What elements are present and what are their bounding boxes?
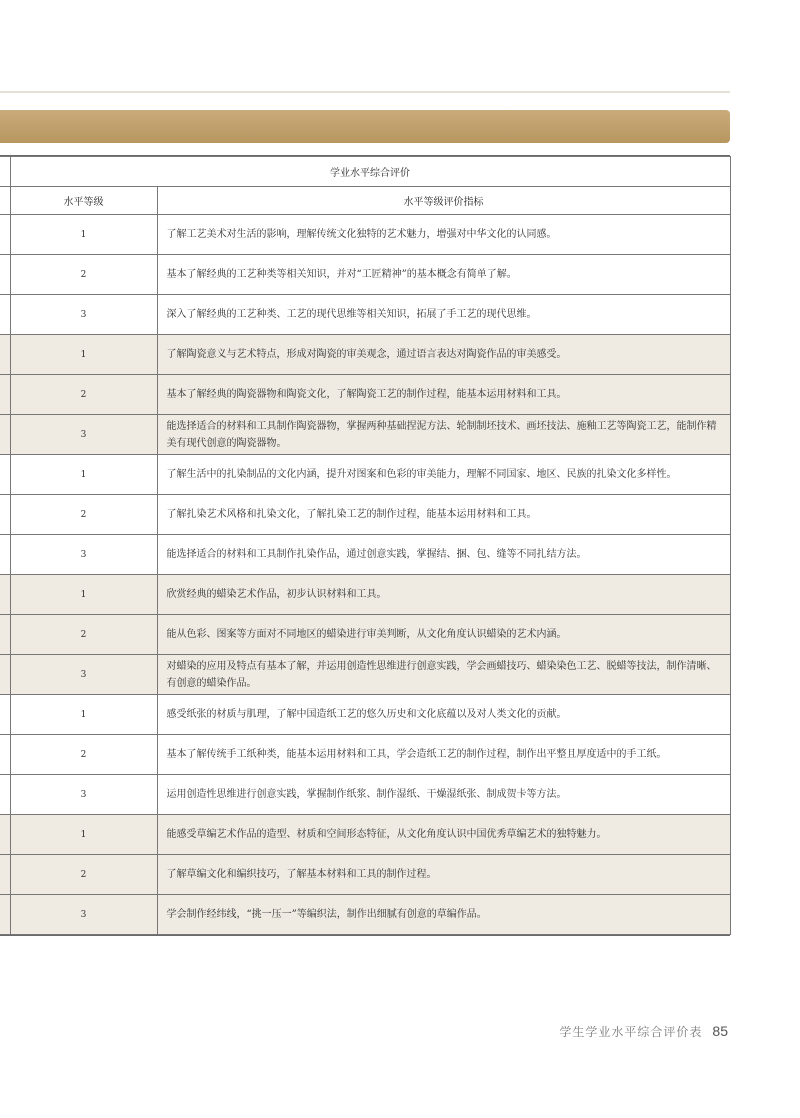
indicator-cell: 基本了解经典的工艺种类等相关知识，并对“工匠精神”的基本概念有简单了解。: [157, 255, 730, 295]
indicator-cell: 感受纸张的材质与肌理，了解中国造纸工艺的悠久历史和文化底蕴以及对人类文化的贡献。: [157, 695, 730, 735]
stub-cell: [0, 695, 10, 735]
indicator-cell: 深入了解经典的工艺种类、工艺的现代思维等相关知识，拓展了手工艺的现代思维。: [157, 295, 730, 335]
stub-cell: [0, 335, 10, 375]
table-row: [0, 655, 730, 695]
stub-cell: [0, 575, 10, 615]
indicator-cell: 欣赏经典的蜡染艺术作品，初步认识材料和工具。: [157, 575, 730, 615]
page-footer: [559, 1023, 728, 1040]
stub-cell: [0, 495, 10, 535]
indicator-cell: 能从色彩、图案等方面对不同地区的蜡染进行审美判断，从文化角度认识蜡染的艺术内涵。: [157, 615, 730, 655]
level-cell: 1: [10, 455, 157, 495]
stub-cell: [0, 415, 10, 455]
level-cell: 2: [10, 495, 157, 535]
blank-header-cell: [0, 187, 10, 215]
table-row: [0, 895, 730, 935]
column-header-level: 水平等级: [10, 187, 157, 215]
stub-cell: [0, 295, 10, 335]
indicator-cell: 学会制作经纬线，“挑一压一”等编织法，制作出细腻有创意的草编作品。: [157, 895, 730, 935]
stub-cell: [0, 455, 10, 495]
level-cell: 2: [10, 255, 157, 295]
stub-cell: [0, 655, 10, 695]
level-cell: 3: [10, 895, 157, 935]
indicator-cell: 基本了解传统手工纸种类，能基本运用材料和工具，学会造纸工艺的制作过程，制作出平整且厚度适中的手工纸。: [157, 735, 730, 775]
indicator-cell: 基本了解经典的陶瓷器物和陶瓷文化，了解陶瓷工艺的制作过程，能基本运用材料和工具。: [157, 375, 730, 415]
stub-cell: [0, 895, 10, 935]
indicator-cell: 能选择适合的材料和工具制作陶瓷器物，掌握两种基础捏泥方法、轮制制坯技术、画坯技法、施釉工艺等陶瓷工艺，能制作精美有现代创意的陶瓷器物。: [157, 415, 730, 455]
table-row: [0, 415, 730, 455]
evaluation-table: [0, 156, 731, 935]
level-cell: 3: [10, 655, 157, 695]
table-row: [0, 815, 730, 855]
level-cell: 3: [10, 415, 157, 455]
group-header: 学业水平综合评价: [10, 157, 730, 187]
top-rule: [0, 91, 730, 93]
table-row: [0, 335, 730, 375]
indicator-cell: 了解生活中的扎染制品的文化内涵，提升对图案和色彩的审美能力，理解不同国家、地区、民族的扎染文化多样性。: [157, 455, 730, 495]
table-row: [0, 295, 730, 335]
table-row: [0, 455, 730, 495]
table-row: [0, 615, 730, 655]
stub-cell: [0, 775, 10, 815]
table-row: [0, 775, 730, 815]
indicator-cell: 能感受草编艺术作品的造型、材质和空间形态特征，从文化角度认识中国优秀草编艺术的独特魅力。: [157, 815, 730, 855]
column-header-indicator: 水平等级评价指标: [157, 187, 730, 215]
level-cell: 3: [10, 535, 157, 575]
level-cell: 3: [10, 295, 157, 335]
indicator-cell: 了解工艺美术对生活的影响，理解传统文化独特的艺术魅力，增强对中华文化的认同感。: [157, 215, 730, 255]
footer-title: 学生学业水平综合评价表: [559, 1025, 703, 1039]
level-cell: 2: [10, 735, 157, 775]
section-header-band: [0, 110, 730, 143]
level-cell: 2: [10, 615, 157, 655]
level-cell: 1: [10, 815, 157, 855]
level-cell: 1: [10, 575, 157, 615]
indicator-cell: 了解草编文化和编织技巧，了解基本材料和工具的制作过程。: [157, 855, 730, 895]
level-cell: 1: [10, 695, 157, 735]
table-row: [0, 695, 730, 735]
evaluation-table-wrap: [0, 155, 730, 936]
table-row: [0, 375, 730, 415]
table-row: [0, 855, 730, 895]
stub-cell: [0, 375, 10, 415]
level-cell: 1: [10, 215, 157, 255]
stub-cell: [0, 535, 10, 575]
stub-cell: [0, 615, 10, 655]
indicator-cell: 了解扎染艺术风格和扎染文化，了解扎染工艺的制作过程，能基本运用材料和工具。: [157, 495, 730, 535]
stub-cell: [0, 215, 10, 255]
level-cell: 3: [10, 775, 157, 815]
page-number: 85: [712, 1023, 728, 1039]
level-cell: 1: [10, 335, 157, 375]
table-row: [0, 255, 730, 295]
table-row: [0, 575, 730, 615]
blank-header-cell: [0, 157, 10, 187]
table-row: [0, 495, 730, 535]
table-row: [0, 215, 730, 255]
indicator-cell: 能选择适合的材料和工具制作扎染作品，通过创意实践，掌握结、捆、包、缝等不同扎结方法。: [157, 535, 730, 575]
stub-cell: [0, 735, 10, 775]
indicator-cell: 了解陶瓷意义与艺术特点，形成对陶瓷的审美观念，通过语言表达对陶瓷作品的审美感受。: [157, 335, 730, 375]
stub-cell: [0, 255, 10, 295]
table-body: [0, 215, 730, 935]
table-row: [0, 535, 730, 575]
table-row: [0, 735, 730, 775]
level-cell: 2: [10, 855, 157, 895]
indicator-cell: 运用创造性思维进行创意实践，掌握制作纸浆、制作湿纸、干燥湿纸张、制成贺卡等方法。: [157, 775, 730, 815]
level-cell: 2: [10, 375, 157, 415]
stub-cell: [0, 855, 10, 895]
stub-cell: [0, 815, 10, 855]
indicator-cell: 对蜡染的应用及特点有基本了解，并运用创造性思维进行创意实践，学会画蜡技巧、蜡染染色工艺、脱蜡等技法，制作清晰、有创意的蜡染作品。: [157, 655, 730, 695]
